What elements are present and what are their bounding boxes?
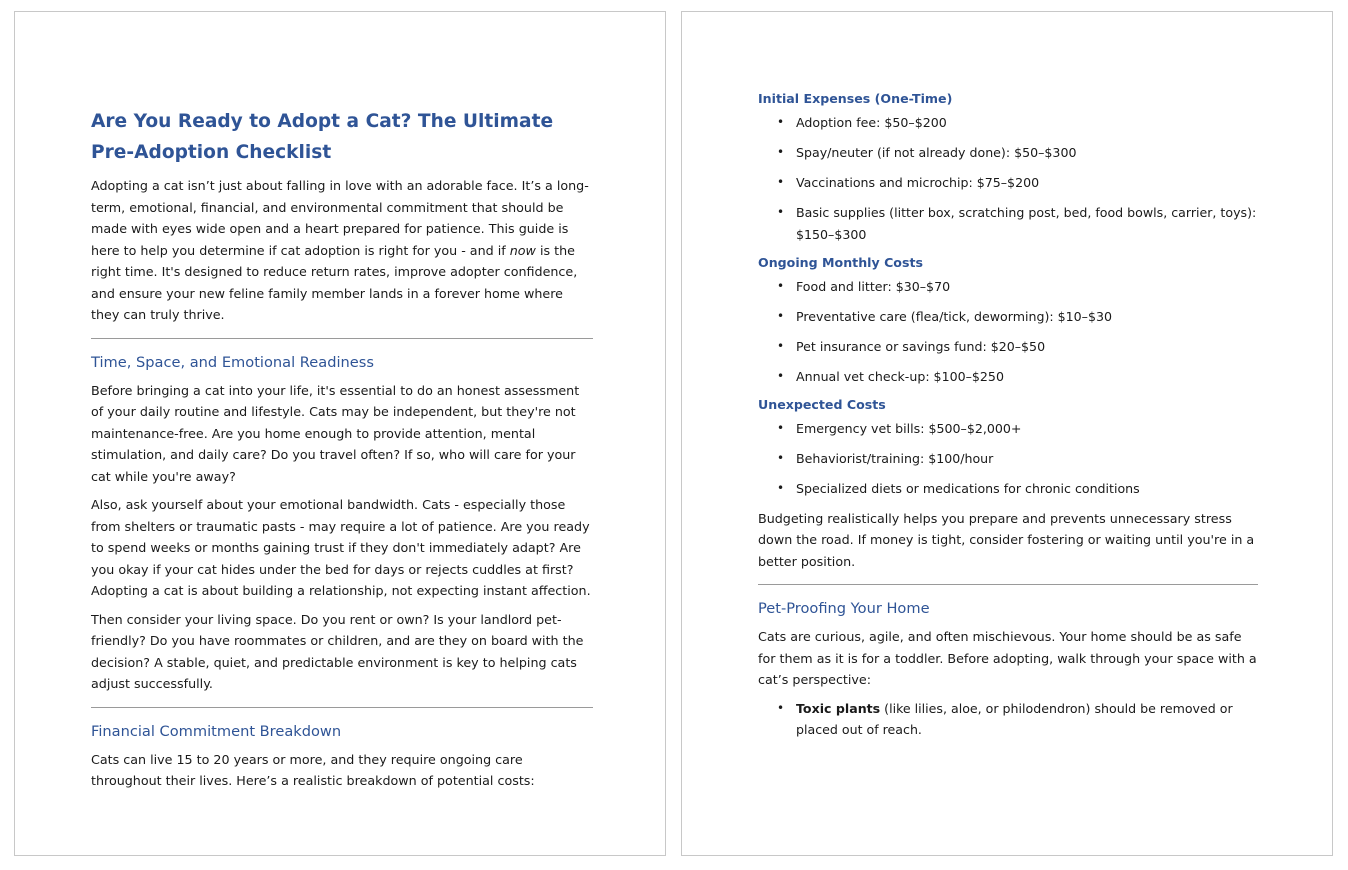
pet-proofing-heading: Pet-Proofing Your Home (758, 600, 930, 617)
financial-heading: Financial Commitment Breakdown (91, 722, 342, 740)
monthly-costs-list (758, 276, 1258, 388)
intro-emphasis: now (509, 242, 536, 258)
page-1-content (91, 106, 593, 799)
initial-expenses-heading: Initial Expenses (One-Time) (758, 91, 953, 106)
section-divider (91, 338, 593, 339)
list-item: • Preventative care (flea/tick, deworming): $10–$30 (758, 306, 1258, 328)
bullet-icon: • (777, 480, 785, 495)
toxic-plants-label: Toxic plants (796, 700, 881, 716)
list-item: • Vaccinations and microchip: $75–$200 (758, 172, 1258, 194)
monthly-costs-heading: Ongoing Monthly Costs (758, 254, 923, 270)
bullet-icon: • (777, 115, 785, 129)
list-item: • Annual vet check-up: $100–$250 (758, 366, 1258, 388)
pet-proofing-list (758, 698, 1258, 741)
document-page-1 (14, 11, 666, 856)
readiness-paragraph-2: Also, ask yourself about your emotional bandwidth. Cats - especially those from shelters or traumatic pasts - may require a lot of patience. Are you ready to spend weeks or months gaining trust if they don't immediately adapt? Are you okay if your cat hides under the bed for days or rejects cuddles at first? Adopting a cat is about building a relationship, not expecting instant affection. (91, 497, 591, 598)
document-page-2 (681, 11, 1333, 856)
document-title: Are You Ready to Adopt a Cat? The Ultimate Pre-Adoption Checklist (91, 111, 554, 163)
list-item: • Emergency vet bills: $500–$2,000+ (758, 418, 1258, 440)
section-divider (758, 584, 1258, 585)
list-item: • Spay/neuter (if not already done): $50–$300 (758, 142, 1258, 164)
bullet-icon: • (777, 700, 785, 715)
initial-expenses-list (758, 112, 1258, 245)
list-item: • Pet insurance or savings fund: $20–$50 (758, 336, 1258, 358)
unexpected-costs-heading: Unexpected Costs (758, 396, 886, 412)
readiness-paragraph-3: Then consider your living space. Do you rent or own? Is your landlord pet-friendly? Do you have roommates or children, and are they on board with the decision? A stable, quiet, and predictable environment is key to helping cats adjust successfully. (91, 611, 584, 691)
list-item: • Adoption fee: $50–$200 (758, 112, 1258, 134)
list-item: • Toxic plants (like lilies, aloe, or philodendron) should be removed or placed out of reach. (758, 698, 1258, 741)
readiness-heading: Time, Space, and Emotional Readiness (91, 353, 374, 371)
intro-text-end: is the right time. It's designed to reduce return rates, improve adopter confidence, and ensure your new feline family member lands in a forever home where they can truly thrive. (91, 242, 578, 322)
bullet-icon: • (777, 308, 785, 323)
page-2-content (758, 90, 1258, 749)
bullet-icon: • (777, 420, 785, 435)
list-item: • Food and litter: $30–$70 (758, 276, 1258, 298)
bullet-icon: • (777, 368, 785, 383)
pet-proofing-paragraph: Cats are curious, agile, and often mischievous. Your home should be as safe for them as it is for a toddler. Before adopting, walk through your space with a cat’s perspective: (758, 629, 1257, 687)
list-item: • Basic supplies (litter box, scratching post, bed, food bowls, carrier, toys): $150–$300 (758, 202, 1258, 245)
financial-paragraph: Cats can live 15 to 20 years or more, and they require ongoing care throughout their lives. Here’s a realistic breakdown of potential costs: (91, 751, 535, 788)
bullet-icon: • (777, 450, 785, 465)
list-item: • Specialized diets or medications for chronic conditions (758, 478, 1258, 500)
bullet-icon: • (777, 278, 785, 293)
bullet-icon: • (777, 175, 785, 189)
bullet-icon: • (777, 205, 785, 219)
intro-text-start: Adopting a cat isn’t just about falling in love with an adorable face. It’s a long-term, emotional, financial, and environmental commitment that should be made with eyes wide open and a heart prepared for patience. This guide is here to help you determine if cat adoption is right for you - and if (91, 178, 589, 258)
readiness-paragraph-1: Before bringing a cat into your life, it's essential to do an honest assessment of your daily routine and lifestyle. Cats may be independent, but they're not maintenance-free. Are you home enough to provide attention, mental stimulation, and daily care? Do you travel often? If so, who will care for your cat while you're away? (91, 382, 580, 484)
list-item: • Behaviorist/training: $100/hour (758, 448, 1258, 470)
intro-paragraph (91, 175, 593, 326)
bullet-icon: • (777, 338, 785, 353)
unexpected-costs-list (758, 418, 1258, 500)
budget-paragraph: Budgeting realistically helps you prepare and prevents unnecessary stress down the road. If money is tight, consider fostering or waiting until you're in a better position. (758, 510, 1255, 569)
section-divider (91, 707, 593, 708)
bullet-icon: • (777, 145, 785, 159)
